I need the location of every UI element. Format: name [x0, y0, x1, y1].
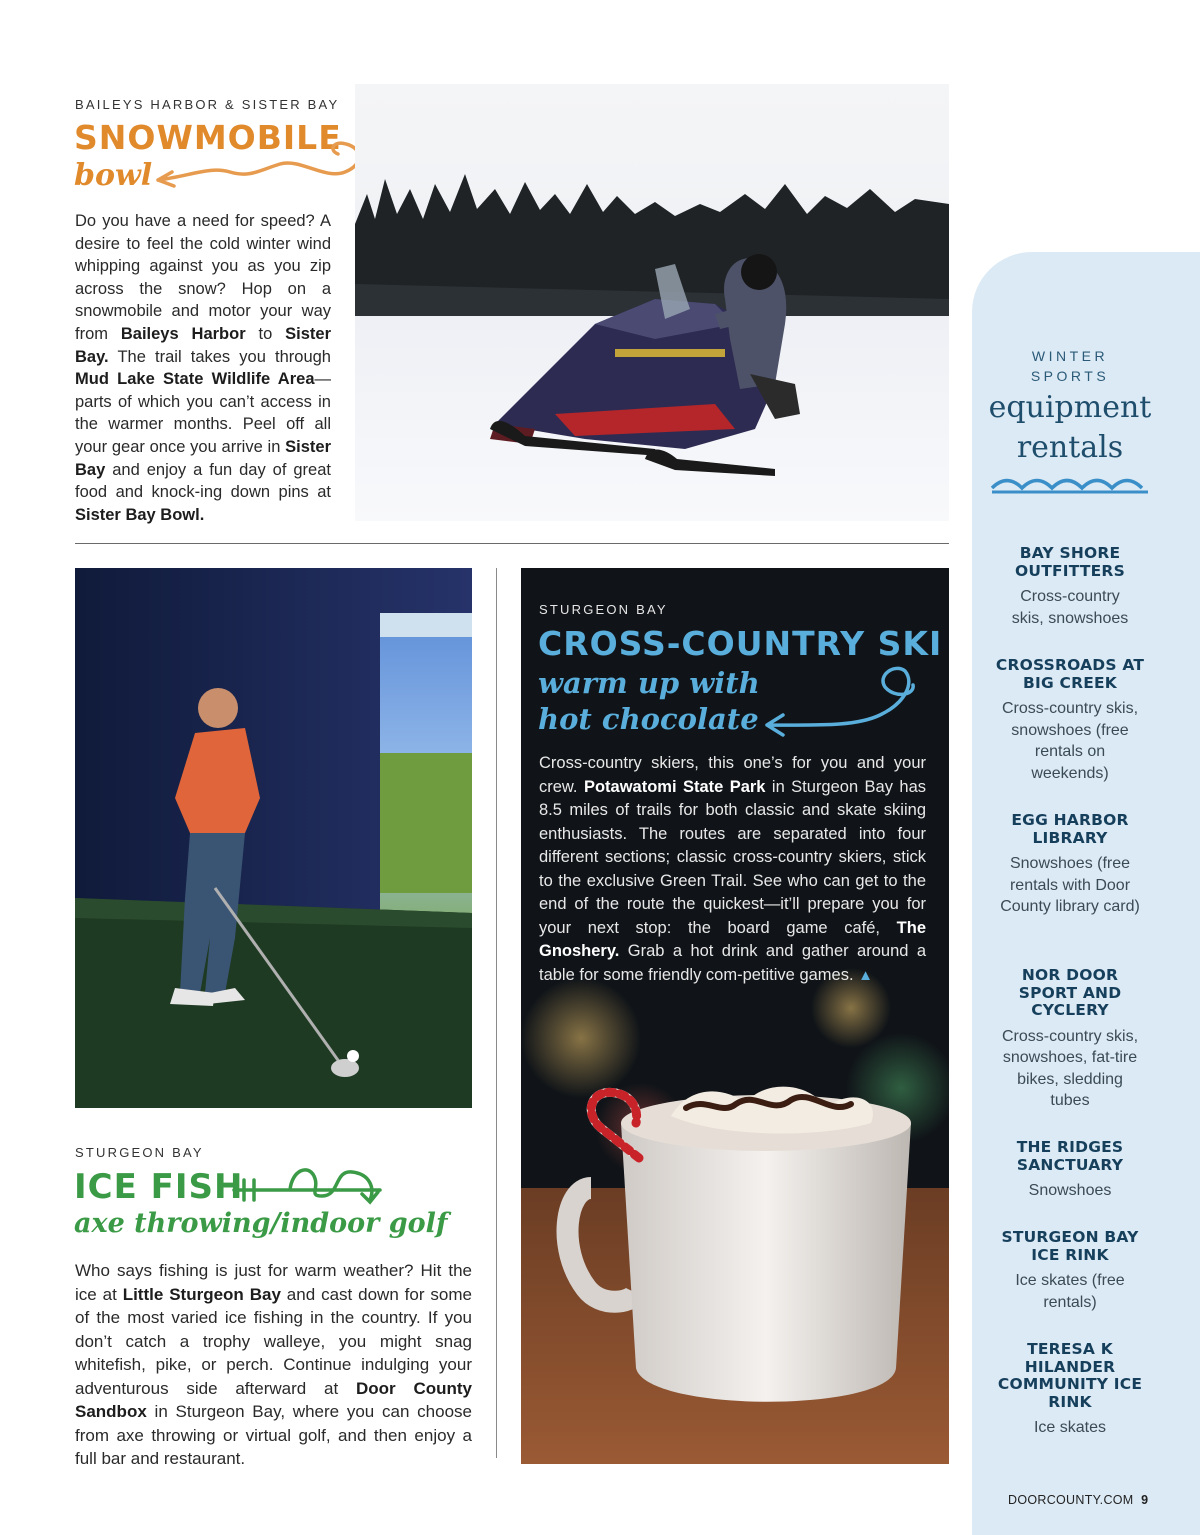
rental-bay-shore-outfitters: BAY SHORE OUTFITTERS Cross-country skis, snowshoes [1011, 544, 1129, 627]
icefish-body: Who says fishing is just for warm weather? Hit the ice at Little Sturgeon Bay and cast down for some of the most varied ice fishing in the country. If you don’t catch a trophy walleye, you might snag whitefish, pike, or perch. Continue indulging your adventurous side afterward at Door County Sandbox in Sturgeon Bay, where you can choose from axe throwing or virtual golf, and then enjoy a full bar and restaurant. [75, 1261, 473, 1468]
page-footer [1008, 1493, 1148, 1507]
snowmobile-body: Do you have a need for speed? A desire to feel the cold winter wind whipping against you as you zip across the snow? Hop on a snowmobile and motor your way from Baileys Harbor to Sister Bay. The trail takes you through Mud Lake State Wildlife Area—parts of which you can’t access in the warmer months. Peel off all your gear once you arrive in Sister Bay and enjoy a fun day of great food and knock-ing down pins at Sister Bay Bowl. [75, 212, 331, 524]
icefish-squiggle-arrow [230, 1150, 390, 1210]
snowmobile-title: SNOWMOBILE [74, 118, 342, 157]
rental-crossroads-at-big-creek: CROSSROADS AT BIG CREEK Cross-country skis, snowshoes (free rentals on weekends) [995, 656, 1145, 782]
rental-nor-door-sport-and-cyclery: NOR DOOR SPORT AND CYCLERY Cross-country skis, snowshoes, fat-tire bikes, sledding tubes [1001, 966, 1139, 1109]
wave-divider-icon [990, 476, 1150, 494]
snowmobile-squiggle-arrow [150, 128, 370, 198]
ski-subtitle-line-1: warm up with [538, 666, 760, 700]
equipment-rentals-sidebar [972, 252, 1200, 1535]
ski-body: Cross-country skiers, this one’s for you and your crew. Potawatomi State Park in Sturgeon Bay has 8.5 miles of trails for both classic and skate skiing enthusiasts. The routes are separated into four different sections; classic cross-country skiers, stick to the exclusive Green Trail. See who can get to the end of the route the quickest—it’ll prepare you for your next stop: the board game café, The Gnoshery. Grab a hot drink and gather around a table for some friendly com-petitive games. ▲ [539, 754, 927, 984]
snowmobile-photo [355, 84, 949, 521]
page-number: 9 [1141, 1493, 1149, 1507]
ski-eyebrow: STURGEON BAY [539, 602, 668, 617]
rental-egg-harbor-library: EGG HARBOR LIBRARY Snowshoes (free rentals with Door County library card) [1000, 811, 1140, 915]
icefish-subtitle: axe throwing/indoor golf [74, 1208, 448, 1239]
snowmobile-subtitle: bowl [74, 158, 153, 193]
ski-subtitle-line-2: hot chocolate [538, 702, 759, 736]
indoor-golf-photo [75, 568, 472, 1108]
rental-sturgeon-bay-ice-rink: STURGEON BAY ICE RINK Ice skates (free rentals) [1001, 1228, 1139, 1311]
section-divider [75, 543, 949, 544]
column-divider [496, 568, 497, 1458]
sidebar-eyebrow: WINTER SPORTS [1030, 348, 1110, 384]
icefish-eyebrow: STURGEON BAY [75, 1145, 204, 1160]
ski-title: CROSS-COUNTRY SKI [538, 624, 943, 663]
footer-site: DOORCOUNTY.COM [1008, 1493, 1134, 1507]
rental-teresa-k-hilander-community-ice-rink: TERESA K HILANDER COMMUNITY ICE RINK Ice skates [997, 1340, 1143, 1436]
sidebar-title: equipment rentals [988, 390, 1152, 465]
ski-squiggle-arrow [755, 655, 925, 745]
snowmobile-eyebrow: BAILEYS HARBOR & SISTER BAY [75, 97, 340, 112]
lighthouse-icon: ▲ [858, 966, 874, 984]
rental-the-ridges-sanctuary: THE RIDGES SANCTUARY Snowshoes [1016, 1138, 1124, 1199]
icefish-title: ICE FISH [74, 1167, 244, 1207]
